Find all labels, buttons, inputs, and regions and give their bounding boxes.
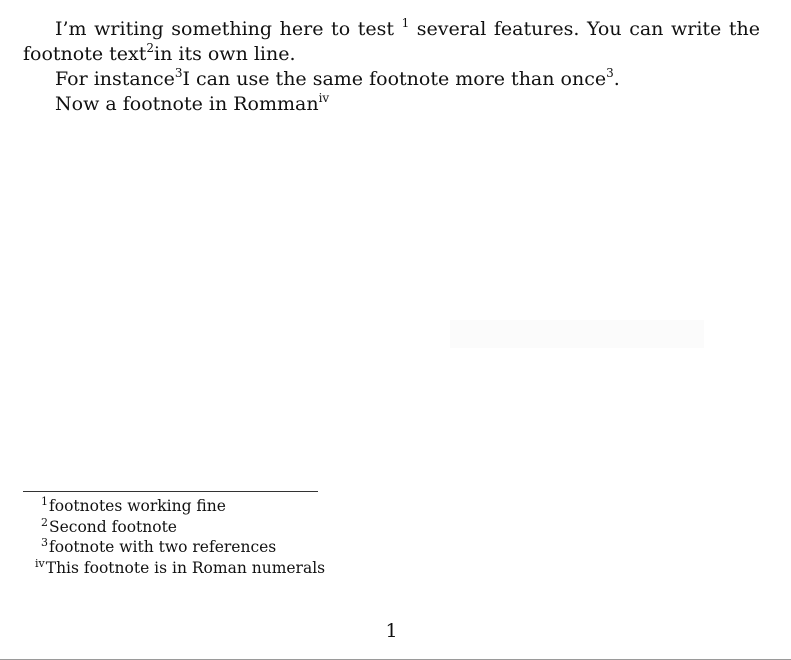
- footnote-ref-3: 3: [174, 66, 183, 80]
- footnote-text: footnote with two references: [49, 538, 277, 557]
- footnote-mark: 2: [41, 515, 48, 529]
- footnote-2: [41, 517, 325, 538]
- footnote-ref-iv: iv: [318, 91, 330, 105]
- footnote-ref-1: 1: [401, 16, 410, 30]
- footnote-mark: 1: [41, 495, 48, 508]
- paragraph-2-text-a: For instance: [55, 68, 175, 90]
- faint-background-box: [450, 320, 704, 348]
- paragraph-2: [23, 67, 760, 92]
- footnote-ref-3-repeat: 3: [606, 66, 614, 80]
- paragraph-1-text-b: several features. You can write the footnote text: [23, 18, 760, 65]
- page-number: 1: [385, 620, 398, 642]
- footnote-separator: [23, 491, 318, 492]
- footnote-text: Second footnote: [49, 517, 177, 536]
- footnote-1: [41, 496, 325, 517]
- paragraph-1-text-c: in its own line.: [154, 43, 296, 65]
- footnote-text: This footnote is in Roman numerals: [45, 559, 326, 578]
- footnote-text: footnotes working fine: [49, 497, 226, 515]
- footnote-ref-2: 2: [146, 41, 155, 55]
- footnote-iv: [35, 558, 325, 579]
- footnote-mark: 3: [41, 536, 48, 550]
- paragraph-2-text-c: .: [613, 68, 620, 90]
- paragraph-3: [23, 92, 760, 117]
- paragraph-1-text-a: I’m writing something here to test: [55, 18, 402, 40]
- paragraph-1: [23, 17, 760, 67]
- footnotes-list: [35, 495, 326, 579]
- paragraph-3-text-a: Now a footnote in Romman: [55, 93, 319, 115]
- paragraph-2-text-b: I can use the same footnote more than once: [182, 68, 607, 90]
- footnote-mark: iv: [35, 557, 45, 571]
- footnote-3: [41, 537, 325, 558]
- body-text: [23, 17, 760, 117]
